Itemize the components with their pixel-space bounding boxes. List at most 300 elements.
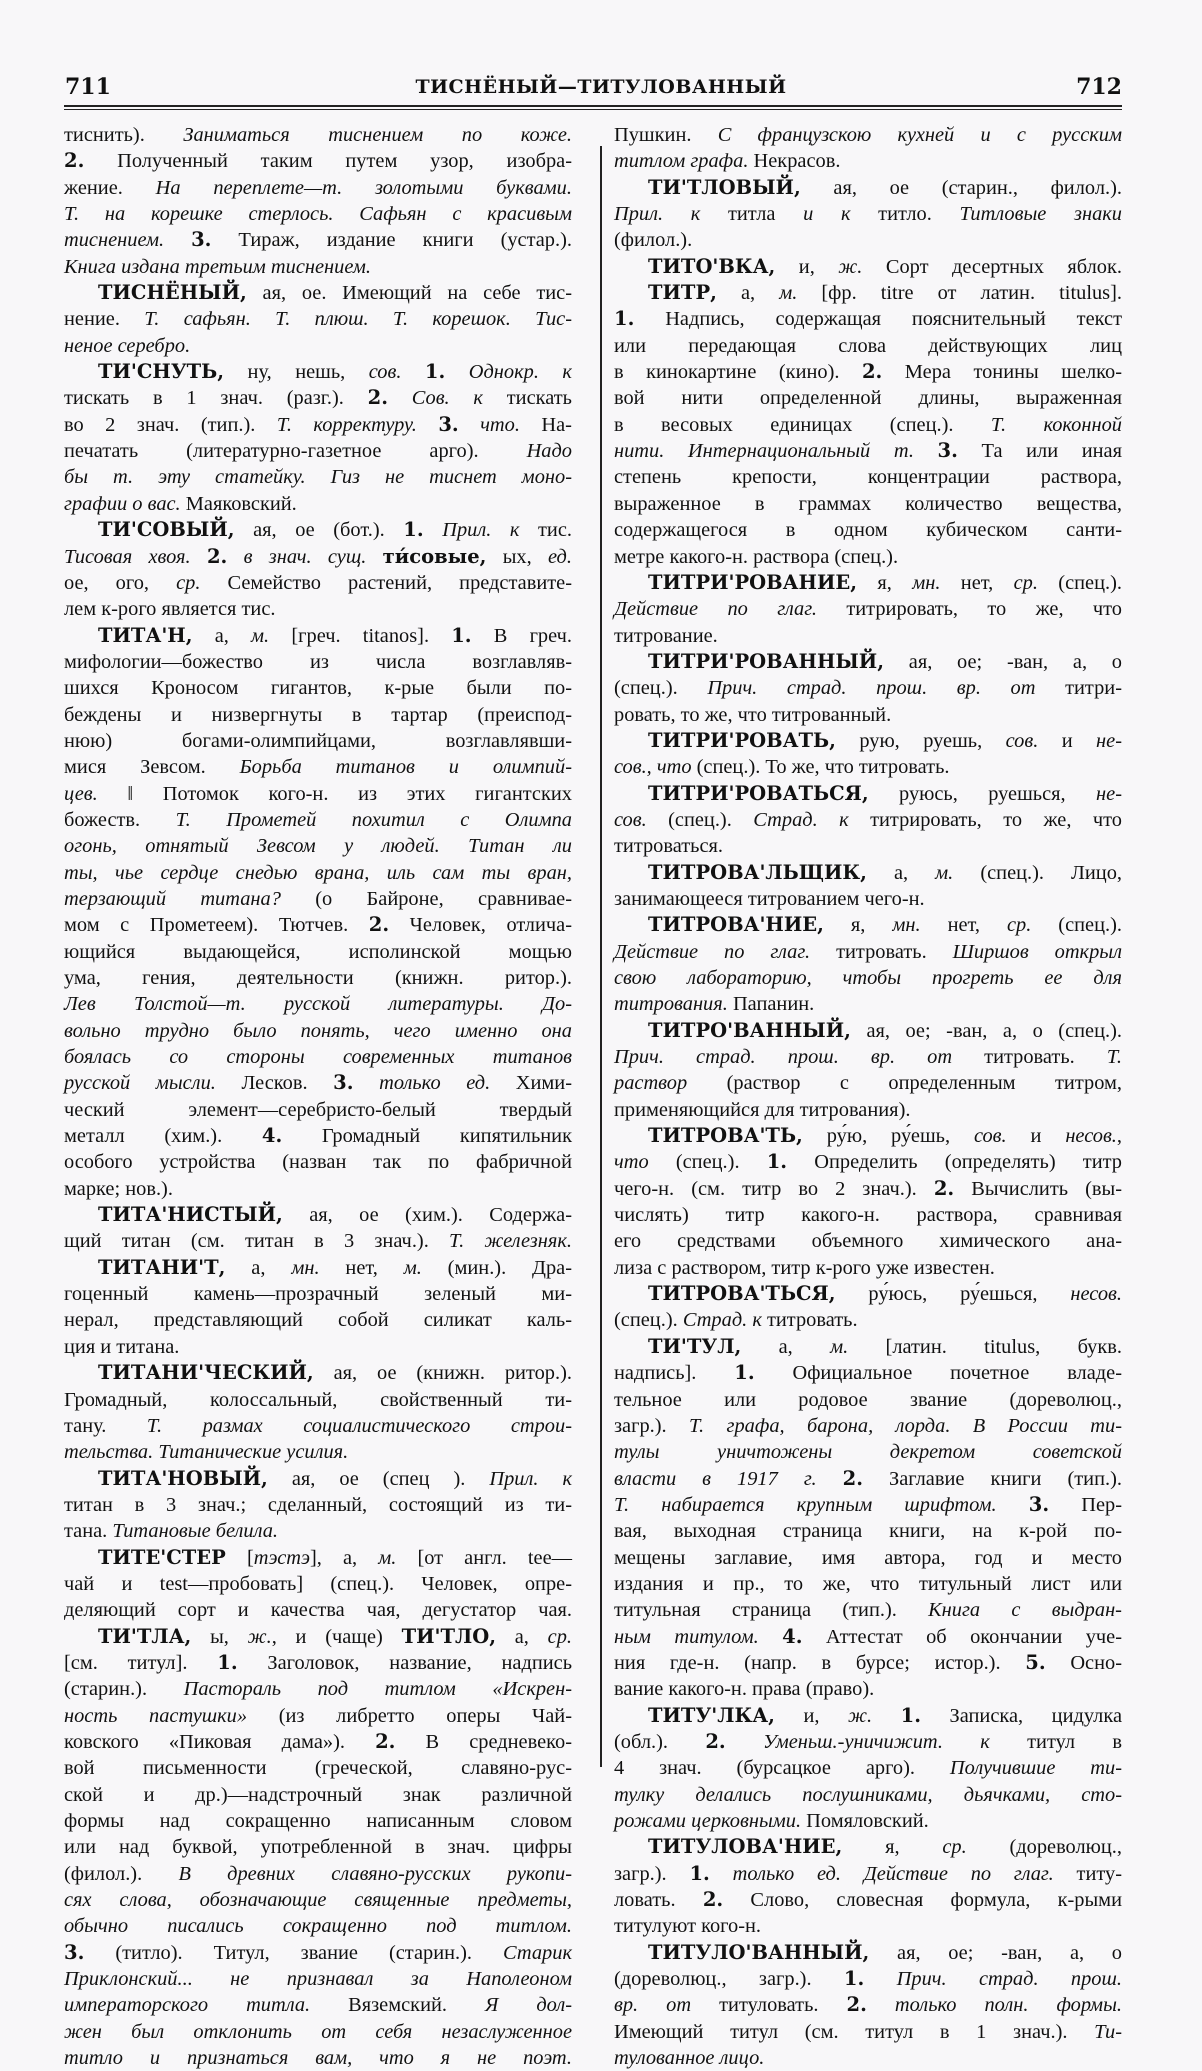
italic-text: боялась со стороны современных титанов	[64, 1046, 572, 1069]
italic-text: мн.	[291, 1256, 320, 1279]
text-line	[614, 1729, 1122, 1755]
text-line	[64, 1466, 572, 1492]
italic-text: ср.	[1006, 914, 1032, 937]
text-line	[614, 1202, 1122, 1228]
text-line	[64, 702, 572, 728]
headword: 2.	[64, 149, 85, 173]
text: ,	[1116, 1125, 1123, 1148]
text-line	[64, 1887, 572, 1913]
text-line	[614, 649, 1122, 675]
text-line	[614, 2045, 1122, 2071]
italic-text: рожами церковными.	[614, 1810, 802, 1832]
headword: 2.	[933, 1176, 955, 1200]
text	[354, 1072, 380, 1094]
headword: 2.	[861, 360, 883, 384]
text-line	[614, 675, 1122, 701]
headword: 2.	[375, 1729, 396, 1753]
text-line	[64, 1439, 572, 1465]
text: (спец.). Лицо,	[953, 861, 1122, 884]
text: Семейство растений, представите-	[200, 571, 572, 594]
text	[388, 387, 412, 409]
text-line	[614, 939, 1122, 965]
italic-text: Страд. к	[682, 1309, 762, 1332]
text: в кинокартине (кино).	[614, 361, 862, 384]
text-line	[614, 1887, 1122, 1913]
italic-text: Книга издана третьим тиснением.	[64, 255, 372, 278]
text	[817, 1468, 843, 1490]
text-line	[614, 1123, 1122, 1149]
text-line	[614, 1466, 1122, 1492]
text: вание какого-н. права (право).	[614, 1678, 875, 1701]
text-line	[64, 1676, 572, 1702]
text-line	[614, 122, 1122, 148]
headword: ТИТРИ'РОВАННЫЙ,	[648, 649, 885, 673]
left-column	[64, 122, 572, 2071]
text-line	[614, 1334, 1122, 1360]
italic-text: Однокр. к	[468, 361, 572, 384]
text: а,	[225, 1256, 292, 1279]
text: титла	[700, 203, 804, 226]
text-line	[64, 781, 572, 807]
italic-text: тиснением.	[64, 229, 165, 252]
italic-text: Надо	[526, 440, 572, 463]
italic-text: Прил. к	[614, 203, 701, 226]
italic-text: Т. железняк.	[449, 1230, 572, 1253]
text-line	[614, 1307, 1122, 1333]
text: ковского «Пиковая дама»).	[64, 1730, 376, 1753]
text-line	[614, 702, 1122, 728]
text-line	[614, 1360, 1122, 1386]
text-line	[614, 175, 1122, 201]
text: Пушкин.	[614, 124, 718, 146]
italic-text: не-	[1096, 782, 1122, 805]
text-line	[64, 1940, 572, 1966]
italic-text: Т. Прометей похитил с Олимпа	[175, 808, 572, 831]
text-line	[64, 201, 572, 227]
headword: ТИТА'НИСТЫЙ,	[98, 1203, 283, 1227]
headword: ТИТУЛОВА'НИЕ,	[648, 1835, 843, 1859]
text: ния где-н. (напр. в бурсе; истор.).	[614, 1651, 1026, 1674]
text: (спец.).	[648, 1151, 767, 1174]
text-line	[64, 1307, 572, 1333]
text: чего-н. (см. титр во 2 знач.).	[614, 1177, 934, 1200]
text-line	[64, 649, 572, 675]
text	[710, 1863, 733, 1885]
text: а,	[741, 1335, 831, 1358]
text: (спец.).	[614, 677, 708, 700]
text-line	[614, 1387, 1122, 1413]
text: титульная страница (тип.).	[614, 1599, 929, 1622]
text-line	[614, 1255, 1122, 1281]
text-line	[614, 227, 1122, 253]
text-line	[64, 1018, 572, 1044]
text: [от англ. tee—	[396, 1546, 573, 1569]
text: ая, ое (старин., филол.).	[800, 176, 1122, 199]
text-line	[64, 2019, 572, 2045]
text-line	[64, 1861, 572, 1887]
text: Маяковский.	[180, 492, 297, 515]
text-line	[64, 1413, 572, 1439]
italic-text: Т. графа, барона, лорда. В России ти-	[689, 1414, 1123, 1437]
text: металл (хим.).	[64, 1125, 262, 1148]
text: нет,	[940, 571, 1014, 594]
italic-text: Прич. страд. прош. вр. от	[614, 1046, 953, 1069]
text: Аттестат об окончании уче-	[802, 1625, 1122, 1648]
text-line	[64, 1834, 572, 1860]
text: Хими-	[490, 1072, 572, 1095]
text: Определить (определять) титр	[787, 1151, 1122, 1174]
text: титрировать, то же, что	[817, 598, 1122, 621]
text-line	[64, 438, 572, 464]
text: [латин. titulus, букв.	[848, 1335, 1123, 1358]
italic-text: тэстэ	[253, 1546, 310, 1569]
italic-text: сов.	[973, 1125, 1007, 1148]
text: или передающая слова действующих лиц	[614, 334, 1122, 357]
italic-text: Получившие ти-	[949, 1757, 1123, 1780]
text: ческий элемент—серебристо-белый твердый	[64, 1098, 572, 1121]
headword: ТИ'ТЛА,	[98, 1624, 192, 1648]
text: или над буквой, употребленной в знач. цифры	[64, 1836, 572, 1859]
italic-text: Т. на корешке стерлось. Сафьян с красивым	[64, 203, 572, 226]
text: (титло). Титул, звание (старин.).	[84, 1941, 503, 1964]
text: и,	[775, 255, 839, 278]
page-number-right: 712	[1076, 74, 1122, 100]
text-line	[614, 833, 1122, 859]
text: лиза с раствором, титр к-рого уже известен.	[614, 1256, 995, 1279]
headword: 3.	[191, 228, 212, 252]
text-line	[64, 1070, 572, 1096]
italic-text: сов.	[368, 361, 402, 384]
text: 4 знач. (бурсацкое арго).	[614, 1757, 950, 1780]
text: (спец.).	[1031, 914, 1122, 937]
italic-text: обычно писались сокращенно под титлом.	[64, 1915, 572, 1938]
text: я,	[857, 571, 913, 594]
italic-text: Я дол-	[484, 1994, 573, 2017]
text: вой нити определенной длины, выраженная	[614, 387, 1122, 410]
text: , и (чаще)	[271, 1625, 402, 1648]
italic-text: титло и признаться вам, что я не поэт.	[64, 2047, 572, 2070]
text-line	[614, 1992, 1122, 2018]
text: Надпись, содержащая пояснительный текст	[634, 308, 1122, 331]
text-line	[64, 1044, 572, 1070]
text-line	[64, 1545, 572, 1571]
headword: 2.	[206, 544, 228, 568]
text-line	[614, 1413, 1122, 1439]
italic-text: Т. сафьян. Т. плюш. Т. корешок. Тис-	[144, 308, 572, 331]
text: шихся Кроносом гигантов, к-рые были по-	[64, 677, 572, 700]
text: ая, ое (бот.).	[234, 519, 404, 542]
italic-text: Прил. к	[442, 519, 520, 542]
text-line	[614, 807, 1122, 833]
text: В греч.	[471, 624, 573, 647]
italic-text: ж.	[848, 1704, 873, 1727]
italic-text: терзающий титана?	[64, 887, 281, 910]
italic-text: тулованное лицо.	[614, 2047, 765, 2070]
text-line	[64, 1913, 572, 1939]
italic-text: ж.	[247, 1625, 272, 1648]
text: применяющийся для титрования).	[614, 1098, 911, 1121]
text: мом с Прометеем). Тютчев.	[64, 914, 369, 937]
italic-text: несов.	[1070, 1283, 1122, 1306]
text: загр.).	[614, 1862, 690, 1885]
text: Заголовок, название, надпись	[237, 1651, 572, 1674]
text: Тираж, издание книги (устар.).	[211, 229, 572, 252]
italic-text: Т. размах социалистического строи-	[146, 1414, 572, 1437]
text: Пер-	[1049, 1493, 1123, 1516]
italic-text: графии о вас.	[64, 492, 181, 515]
text-line	[64, 1650, 572, 1676]
text-line	[64, 306, 572, 332]
text-line	[614, 1755, 1122, 1781]
text: Полученный таким путем узор, изобра-	[84, 150, 572, 173]
text: тана.	[64, 1520, 113, 1543]
italic-text: вр. от	[614, 1994, 692, 2017]
italic-text: жен был отклонить от себя незаслуженное	[64, 2020, 572, 2043]
text: Записка, цидулка	[920, 1704, 1122, 1727]
headword: ти́совые,	[382, 544, 487, 568]
italic-text: в знач. сущ.	[243, 545, 367, 568]
text-line	[614, 965, 1122, 991]
italic-text: ед.	[548, 545, 572, 568]
italic-text: русской мысли.	[64, 1072, 216, 1095]
text-line	[614, 1782, 1122, 1808]
italic-text: тулку делались послушниками, дьячками, сто-	[614, 1783, 1122, 1806]
text: Папанин.	[727, 993, 815, 1016]
italic-text: Пастораль под титлом «Искрен-	[183, 1678, 573, 1701]
text: ру́ю, ру́ешь,	[802, 1125, 974, 1148]
text: титровать.	[810, 940, 953, 963]
text: щий титан (см. титан в 3 знач.).	[64, 1230, 450, 1253]
text: ну, нешь,	[224, 361, 369, 384]
headword: ТИТРИ'РОВАТЬ,	[648, 728, 836, 752]
headword: 3.	[937, 439, 958, 463]
text: ая, ое (спец ).	[267, 1467, 490, 1490]
text: титул в	[989, 1730, 1122, 1753]
text-line	[64, 464, 572, 490]
text: а,	[192, 624, 252, 647]
text-line	[614, 491, 1122, 517]
text: ], а,	[309, 1546, 379, 1569]
italic-text: Ти-	[1094, 2020, 1122, 2043]
headword: 1.	[424, 360, 446, 384]
italic-text: Титловые знаки	[959, 203, 1122, 226]
text: тис.	[519, 519, 572, 542]
text: Громадный кипятильник	[282, 1125, 572, 1148]
text: ая, ое; -ван, а, о	[869, 1941, 1122, 1964]
text-line	[64, 860, 572, 886]
headword: 1.	[843, 1967, 865, 1991]
italic-text: только ед. Действие по глаг.	[732, 1862, 1054, 1885]
text-line	[614, 464, 1122, 490]
headword: 3.	[333, 1071, 354, 1095]
running-head: ТИСНЁНЫЙ—ТИТУЛОВАННЫЙ	[415, 76, 787, 98]
text-line	[614, 596, 1122, 622]
text: а,	[866, 861, 936, 884]
text: Человек, отлича-	[389, 914, 572, 937]
text: ума, гения, деятельности (книжн. ритор.).	[64, 967, 572, 989]
text: загр.).	[614, 1414, 689, 1437]
text-line	[614, 754, 1122, 780]
text-line	[64, 280, 572, 306]
text-line	[614, 306, 1122, 332]
headword: 1.	[766, 1150, 788, 1174]
text-line	[64, 175, 572, 201]
italic-text: ность пастушки»	[64, 1704, 248, 1727]
text: ая, ое (книжн. ритор.).	[313, 1362, 572, 1385]
text: выраженное в граммах количество вещества,	[614, 492, 1122, 515]
text: (обл.).	[614, 1730, 706, 1753]
text: Громадный, колоссальный, свойственный ти-	[64, 1388, 572, 1411]
text: лем к-рого является тис.	[64, 598, 276, 621]
italic-text: м.	[935, 861, 954, 884]
text	[914, 440, 938, 462]
text-line	[614, 1545, 1122, 1571]
text	[867, 1994, 895, 2016]
text-line	[614, 1571, 1122, 1597]
text-line	[614, 912, 1122, 938]
italic-text: несов.	[1065, 1125, 1117, 1148]
text-line	[614, 438, 1122, 464]
italic-text: вольно трудно было понять, чего именно она	[64, 1019, 572, 1042]
text: нет,	[920, 914, 1007, 937]
text: Помяловский.	[801, 1810, 929, 1832]
text: его средствами объемного химического ана-	[614, 1230, 1122, 1253]
text-line	[64, 412, 572, 438]
text: титло.	[850, 203, 960, 226]
text-line	[614, 1624, 1122, 1650]
text: Вяземский.	[310, 1994, 485, 2017]
text-line	[64, 570, 572, 596]
text: божеств.	[64, 808, 176, 831]
text-line	[64, 623, 572, 649]
text-line	[614, 1597, 1122, 1623]
headword: 1.	[451, 623, 472, 647]
headword: 5.	[1025, 1650, 1046, 1674]
text: мещены заглавие, имя автора, год и место	[614, 1546, 1122, 1569]
text: ая, ое. Имеющий на себе тис-	[246, 282, 572, 305]
text: я,	[842, 1836, 943, 1859]
text-line	[614, 1176, 1122, 1202]
italic-text: Сов. к	[411, 387, 483, 410]
headword: 2.	[842, 1466, 863, 1490]
text-line	[64, 359, 572, 385]
text: титулуют кого-н.	[614, 1915, 762, 1938]
text: ых,	[486, 545, 549, 568]
text: нет,	[319, 1256, 404, 1279]
headword: ТИТАНИ'ЧЕСКИЙ,	[98, 1361, 314, 1385]
text: я,	[823, 914, 893, 937]
italic-text: м.	[830, 1335, 849, 1358]
text-line	[64, 1123, 572, 1149]
headword: ТИТУ'ЛКА,	[648, 1703, 775, 1727]
text-line	[614, 1228, 1122, 1254]
italic-text: м.	[251, 624, 270, 647]
italic-text: ср.	[942, 1836, 967, 1859]
headword: 2.	[846, 1993, 867, 2017]
text-line	[614, 781, 1122, 807]
text-line	[64, 1281, 572, 1307]
text: титровать.	[952, 1046, 1107, 1069]
text-line	[64, 1729, 572, 1755]
text: ция и титана.	[64, 1335, 180, 1358]
text: печатать (литературно-газетное арго).	[64, 440, 527, 463]
text-line	[64, 1492, 572, 1518]
italic-text: Борьба титанов и олимпий-	[239, 756, 572, 779]
text-line	[64, 1703, 572, 1729]
text: занимающееся титрованием чего-н.	[614, 887, 925, 910]
text	[424, 519, 443, 541]
text: [см. титул].	[64, 1651, 218, 1674]
column-divider	[600, 146, 602, 1767]
text: в весовых единицах (спец.).	[614, 413, 991, 436]
text: ‖ Потомок кого-н. из этих гигантских	[97, 782, 572, 805]
text: и	[1006, 1125, 1066, 1148]
text	[759, 1626, 782, 1648]
text-line	[614, 1834, 1122, 1860]
italic-text: Т. коконной	[990, 413, 1122, 436]
text-line	[614, 570, 1122, 596]
text-line	[64, 939, 572, 965]
text-line	[64, 1202, 572, 1228]
text: тану.	[64, 1414, 147, 1437]
headword: 3.	[64, 1940, 85, 1964]
italic-text: Т.	[1106, 1046, 1122, 1069]
text: титуловать.	[691, 1994, 847, 2017]
text-line	[614, 1149, 1122, 1175]
text-line	[614, 359, 1122, 385]
text-line	[64, 2045, 572, 2071]
text-line	[64, 1097, 572, 1123]
text-line	[64, 148, 572, 174]
text-line	[64, 517, 572, 543]
text: (дореволюц., загр.).	[614, 1968, 844, 1991]
headword: ТИТРОВА'ТЬ,	[648, 1124, 803, 1148]
text-line	[614, 1650, 1122, 1676]
italic-text: не-	[1096, 729, 1122, 752]
italic-text: огонь, отнятый Зевсом у людей. Титан ли	[64, 835, 572, 858]
text: (дореволюц.,	[966, 1836, 1123, 1859]
headword: 1.	[689, 1861, 710, 1885]
text-line	[614, 2019, 1122, 2045]
text: Некрасов.	[748, 150, 841, 173]
text: мифологии—божество из числа возглавляв-	[64, 650, 572, 673]
italic-text: Старик	[503, 1941, 572, 1964]
text: ловать.	[614, 1889, 703, 1912]
text: формы над сокращенно написанным словом	[64, 1810, 572, 1832]
text: титу-	[1053, 1862, 1122, 1885]
text: Мера тонины шелко-	[882, 361, 1122, 384]
italic-text: бы т. эту статейку. Гиз не тиснет моно-	[64, 466, 572, 489]
text: степень крепости, концентрации раствора,	[614, 466, 1122, 489]
italic-text: Ширшов открыл	[952, 940, 1122, 963]
text: ровать, то же, что титрованный.	[614, 703, 892, 726]
text	[164, 229, 191, 251]
headword: ТИТР,	[648, 281, 717, 305]
text-line	[64, 1755, 572, 1781]
text	[864, 1968, 896, 1990]
text: (мин.). Дра-	[421, 1256, 572, 1279]
italic-text: С французскою кухней и с русским	[717, 124, 1122, 146]
italic-text: Т. набирается крупным шрифтом.	[614, 1493, 997, 1516]
text-line	[64, 1334, 572, 1360]
text-line	[614, 886, 1122, 912]
header-rule	[64, 105, 1122, 110]
text-line	[614, 1492, 1122, 1518]
text-line	[64, 1387, 572, 1413]
italic-text: цев.	[64, 782, 98, 805]
text: Заглавие книги (тип.).	[863, 1467, 1122, 1490]
italic-text: что	[614, 1151, 649, 1174]
